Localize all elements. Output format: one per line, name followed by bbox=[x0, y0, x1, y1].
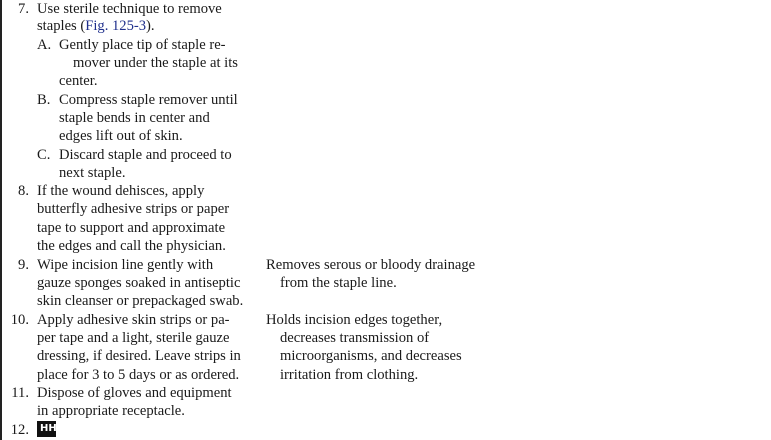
figure-reference-link[interactable]: Fig. 125-3 bbox=[85, 18, 147, 34]
step-action-line: Apply adhesive skin strips or pa- bbox=[37, 312, 230, 328]
substep-letter: A. bbox=[37, 37, 52, 53]
substep-letter: B. bbox=[37, 92, 51, 108]
rationale-line: decreases transmission of bbox=[280, 330, 430, 346]
step-action-line: tape to support and approximate bbox=[37, 220, 226, 236]
substep-line: staple bends in center and bbox=[59, 110, 210, 126]
rationale-line: from the staple line. bbox=[280, 275, 397, 291]
step-action-line: butterfly adhesive strips or paper bbox=[37, 201, 230, 217]
step-number: 12. bbox=[10, 422, 29, 438]
step-action-line: per tape and a light, sterile gauze bbox=[37, 330, 230, 346]
rationale-line: irritation from clothing. bbox=[280, 367, 419, 383]
rationale-line: Removes serous or bloody drainage bbox=[266, 257, 476, 273]
substep-line: edges lift out of skin. bbox=[59, 128, 183, 144]
step-number: 7. bbox=[18, 1, 29, 17]
step-action-line: Use sterile technique to remove bbox=[37, 1, 222, 17]
substep-line: mover under the staple at its bbox=[73, 55, 238, 71]
step-number: 10. bbox=[10, 312, 29, 328]
substep-line: next staple. bbox=[59, 165, 126, 181]
step-action-line: dressing, if desired. Leave strips in bbox=[37, 348, 241, 364]
step-number: 8. bbox=[18, 183, 29, 199]
step-icon-container bbox=[37, 421, 56, 440]
step-action-line: Wipe incision line gently with bbox=[37, 257, 214, 273]
step-number: 9. bbox=[18, 257, 29, 273]
rationale-line: microorganisms, and decreases bbox=[280, 348, 462, 364]
step-number: 11. bbox=[11, 385, 29, 401]
step-action-line: Dispose of gloves and equipment bbox=[37, 385, 232, 401]
step-action-line: skin cleanser or prepackaged swab. bbox=[37, 293, 244, 309]
substep-letter: C. bbox=[37, 147, 51, 163]
step-action-line: If the wound dehisces, apply bbox=[37, 183, 205, 199]
step-action-line: gauze sponges soaked in antiseptic bbox=[37, 275, 241, 291]
left-margin-rule bbox=[0, 0, 2, 440]
handwashing-icon: HH bbox=[37, 421, 56, 437]
step-action-line: in appropriate receptacle. bbox=[37, 403, 185, 419]
rationale-line: Holds incision edges together, bbox=[266, 312, 443, 328]
substep-line: Discard staple and proceed to bbox=[59, 147, 232, 163]
substep-line: Gently place tip of staple re- bbox=[59, 37, 226, 53]
substep-line: Compress staple remover until bbox=[59, 92, 238, 108]
step-action-line: place for 3 to 5 days or as ordered. bbox=[37, 367, 240, 383]
step-action-line: the edges and call the physician. bbox=[37, 238, 226, 254]
substep-line: center. bbox=[59, 73, 98, 89]
step-action-line: staples (Fig. 125-3). bbox=[37, 18, 155, 34]
